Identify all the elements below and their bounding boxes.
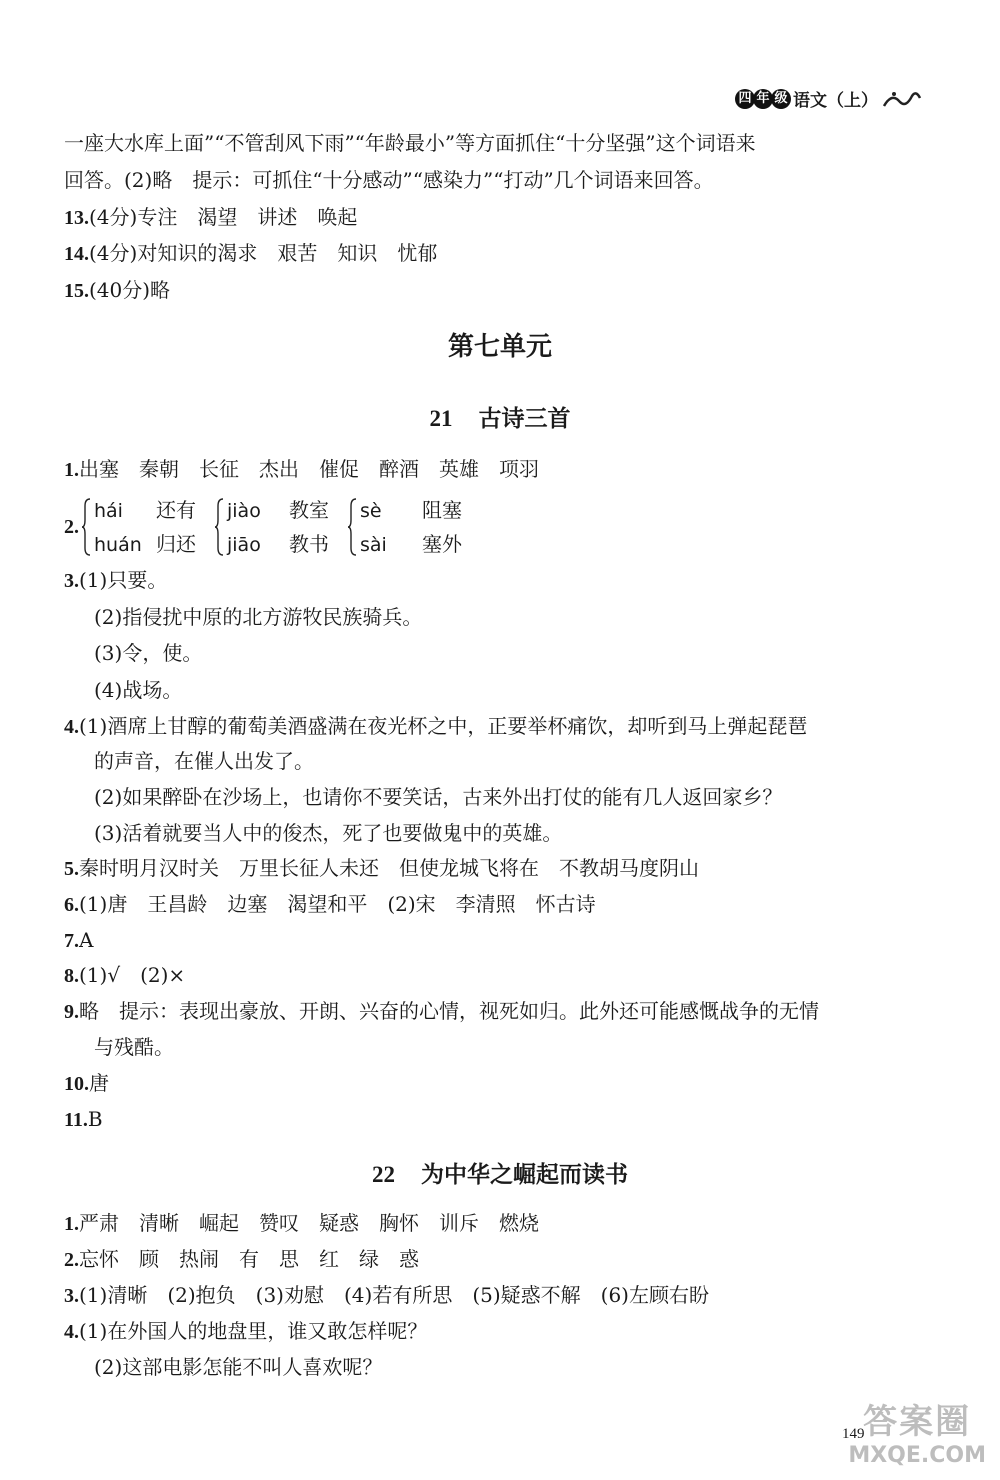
question-number: 3. [64, 1285, 79, 1307]
question-number: 11. [64, 1109, 88, 1131]
answer-line: 3.(1)清晰 (2)抱负 (3)劝慰 (4)若有所思 (5)疑惑不解 (6)左顾右盼 [64, 1283, 709, 1307]
pinyin-text: sè [360, 500, 382, 522]
grade-char: 四 [735, 89, 755, 109]
pinyin-text: huán [94, 534, 142, 556]
word-text: 塞外 [422, 532, 462, 556]
question-number: 9. [64, 1001, 79, 1023]
answer-line: 15.(40分)略 [64, 278, 171, 302]
answer-line: (2)这部电影怎能不叫人喜欢呢？ [94, 1355, 383, 1379]
pinyin-group [81, 493, 196, 561]
book-header [735, 86, 922, 111]
pinyin-question [64, 493, 480, 561]
lesson-name: 古诗三首 [478, 406, 571, 432]
question-number: 5. [64, 858, 79, 880]
word-text: 教书 [289, 532, 329, 556]
pinyin-text: sài [360, 534, 387, 556]
lesson-title [0, 1156, 1000, 1189]
answer-line: (2)指侵扰中原的北方游牧民族骑兵。 [94, 605, 423, 629]
lesson-title [0, 400, 1000, 433]
question-number: 4. [64, 1321, 79, 1343]
answer-line: 3.(1)只要。 [64, 568, 168, 592]
answer-line: 一座大水库上面”“不管刮风下雨”“年龄最小”等方面抓住“十分坚强”这个词语来 [64, 131, 756, 155]
page-number: 149 [842, 1426, 865, 1442]
question-number: 10. [64, 1073, 89, 1095]
question-number: 4. [64, 716, 79, 738]
word-text: 阻塞 [422, 498, 462, 522]
answer-line: 与残酷。 [94, 1035, 174, 1059]
answer-line: 1.出塞 秦朝 长征 杰出 催促 醉酒 英雄 项羽 [64, 457, 539, 481]
word-text: 归还 [156, 532, 196, 556]
pinyin-text: jiāo [227, 534, 261, 556]
answer-line: 9.略 提示：表现出豪放、开朗、兴奋的心情，视死如归。此外还可能感慨战争的无情 [64, 999, 819, 1023]
answer-line: 回答。(2)略 提示：可抓住“十分感动”“感染力”“打动”几个词语来回答。 [64, 168, 714, 192]
answer-line: 5.秦时明月汉时关 万里长征人未还 但使龙城飞将在 不教胡马度阴山 [64, 856, 699, 880]
question-number: 14. [64, 243, 89, 265]
question-number: 8. [64, 965, 79, 987]
question-number: 2. [64, 515, 79, 538]
question-number: 13. [64, 207, 89, 229]
grade-char: 年 [753, 89, 773, 109]
question-number: 1. [64, 1213, 79, 1235]
unit-title: 第七单元 [447, 332, 552, 362]
brace-icon [214, 498, 224, 556]
question-number: 1. [64, 459, 79, 481]
watermark [848, 1394, 986, 1468]
question-number: 2. [64, 1249, 79, 1271]
answer-line: 13.(4分)专注 渴望 讲述 唤起 [64, 205, 358, 229]
watermark-url: MXQE.COM [848, 1443, 986, 1468]
word-text: 还有 [156, 498, 196, 522]
subject-label: 语文（上） [793, 91, 878, 111]
pinyin-group [347, 493, 462, 561]
brace-icon [81, 498, 91, 556]
answer-line: 6.(1)唐 王昌龄 边塞 渴望和平 (2)宋 李清照 怀古诗 [64, 892, 596, 916]
answer-line: 的声音，在催人出发了。 [94, 749, 314, 773]
pinyin-text: hái [94, 500, 123, 522]
answer-line: (4)战场。 [94, 678, 183, 702]
decoration-icon [882, 88, 922, 110]
watermark-logo: 答案圈 [863, 1402, 972, 1442]
lesson-name: 为中华之崛起而读书 [421, 1162, 628, 1188]
lesson-number: 22 [372, 1162, 395, 1187]
answer-line: (2)如果醉卧在沙场上，也请你不要笑话，古来外出打仗的能有几人返回家乡？ [94, 785, 783, 809]
answer-line: 7.A [64, 928, 94, 952]
answer-line: 8.(1)√ (2)× [64, 963, 186, 987]
lesson-number: 21 [429, 406, 453, 431]
answer-line: 4.(1)在外国人的地盘里，谁又敢怎样呢？ [64, 1319, 428, 1343]
answer-line: 4.(1)酒席上甘醇的葡萄美酒盛满在夜光杯之中，正要举杯痛饮，却听到马上弹起琵琶 [64, 714, 808, 738]
answer-line: 10.唐 [64, 1071, 109, 1095]
answer-line: 14.(4分)对知识的渴求 艰苦 知识 忧郁 [64, 241, 438, 265]
question-number: 15. [64, 280, 89, 302]
answer-line: (3)令，使。 [94, 641, 203, 665]
answer-line: 2.忘怀 顾 热闹 有 思 红 绿 惑 [64, 1247, 419, 1271]
word-text: 教室 [289, 498, 329, 522]
answer-line: (3)活着就要当人中的俊杰，死了也要做鬼中的英雄。 [94, 821, 563, 845]
brace-icon [347, 498, 357, 556]
question-number: 6. [64, 894, 79, 916]
answer-line: 11.B [64, 1107, 103, 1131]
question-number: 3. [64, 570, 79, 592]
grade-char: 级 [771, 89, 791, 109]
question-number: 7. [64, 930, 79, 952]
pinyin-group [214, 493, 329, 561]
answer-line: 1.严肃 清晰 崛起 赞叹 疑惑 胸怀 训斥 燃烧 [64, 1211, 539, 1235]
pinyin-text: jiào [227, 500, 261, 522]
grade-badge [735, 89, 789, 109]
